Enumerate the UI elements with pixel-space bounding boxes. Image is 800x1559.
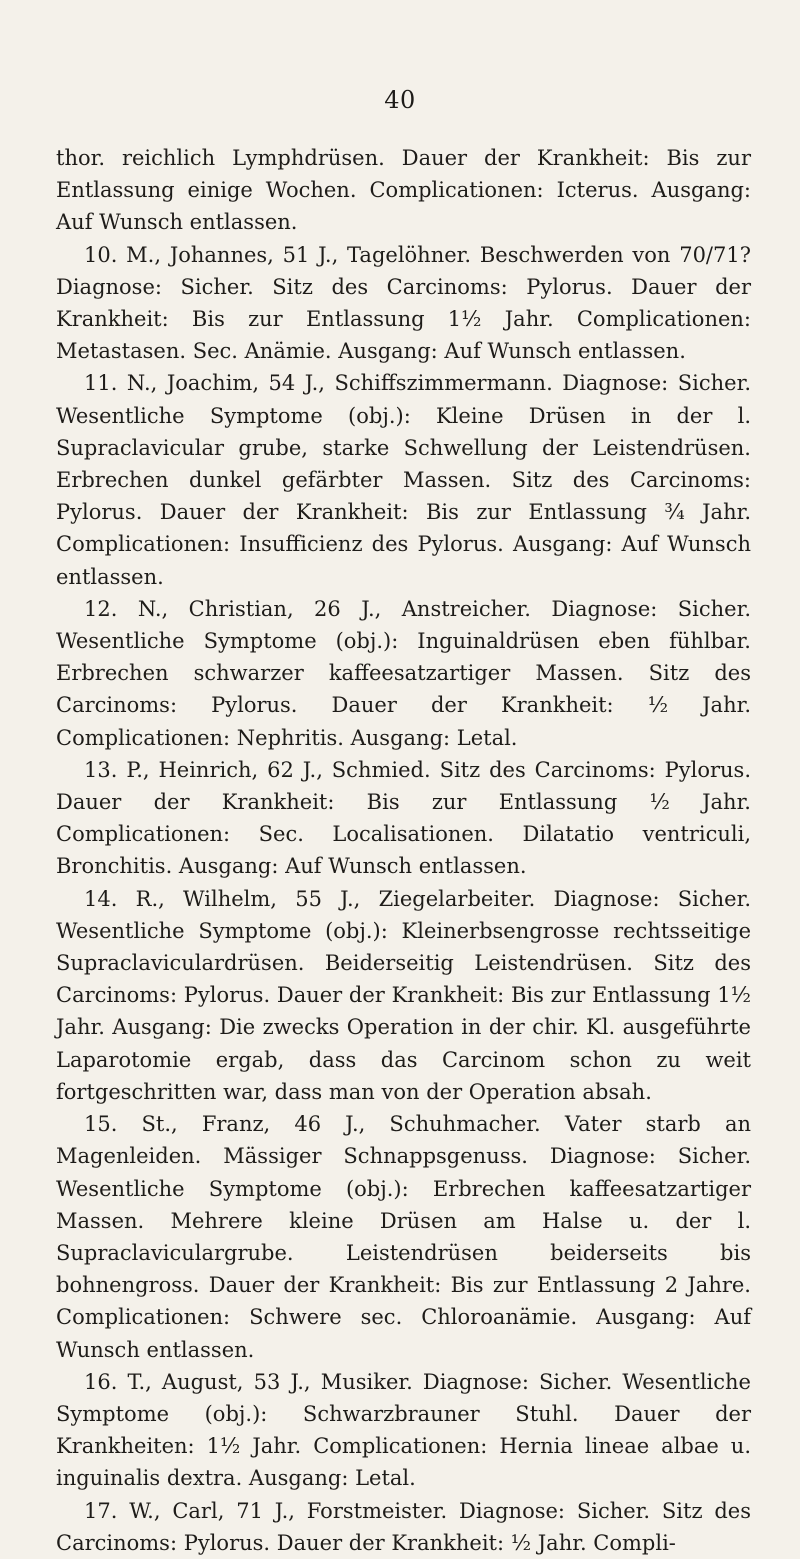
paragraph-continuation: thor. reichlich Lymphdrüsen. Dauer der Krankheit: Bis zur Entlassung einige Wochen. Complicationen: Icterus. Ausgang: Auf Wunsch entlassen.	[56, 146, 751, 235]
case-entry-14: 14. R., Wilhelm, 55 J., Ziegelarbeiter. Diagnose: Sicher. Wesentliche Symptome (obj.): Kleinerbsengrosse rechtsseitige Supraclaviculardrüsen. Beiderseitig Leistendrüsen. Sitz des Carcinoms: Pylorus. Dauer der Krankheit: Bis zur Entlassung 1½ Jahr. Ausgang: Die zwecks Operation in der chir. Kl. ausgeführte Laparotomie ergab, dass das Carcinom schon zu weit fortgeschritten war, dass man von der Operation absah.	[56, 886, 751, 1104]
case-entry-16: 16. T., August, 53 J., Musiker. Diagnose: Sicher. Wesentliche Symptome (obj.): Schwarzbrauner Stuhl. Dauer der Krankheiten: 1½ Jahr. Complicationen: Hernia lineae albae u. inguinalis dextra. Ausgang: Letal.	[56, 1369, 751, 1491]
case-entry-15: 15. St., Franz, 46 J., Schuhmacher. Vater starb an Magenleiden. Mässiger Schnappsgenuss. Diagnose: Sicher. Wesentliche Symptome (obj.): Erbrechen kaffeesatzartiger Massen. Mehrere kleine Drüsen am Halse u. der l. Supraclaviculargrube. Leistendrüsen beiderseits bis bohnengross. Dauer der Krankheit: Bis zur Entlassung 2 Jahre. Complicationen: Schwere sec. Chloroanämie. Ausgang: Auf Wunsch entlassen.	[56, 1112, 751, 1362]
body-text	[56, 142, 751, 1559]
page-number: 40	[384, 86, 416, 114]
case-entry-11: 11. N., Joachim, 54 J., Schiffszimmermann. Diagnose: Sicher. Wesentliche Symptome (obj.): Kleine Drüsen in der l. Supraclavicular grube, starke Schwellung der Leistendrüsen. Erbrechen dunkel gefärbter Massen. Sitz des Carcinoms: Pylorus. Dauer der Krankheit: Bis zur Entlassung ¾ Jahr. Complicationen: Insufficienz des Pylorus. Ausgang: Auf Wunsch entlassen.	[56, 371, 751, 589]
case-entry-13: 13. P., Heinrich, 62 J., Schmied. Sitz des Carcinoms: Pylorus. Dauer der Krankheit: Bis zur Entlassung ½ Jahr. Complicationen: Sec. Localisationen. Dilatatio ventriculi, Bronchitis. Ausgang: Auf Wunsch entlassen.	[56, 757, 751, 879]
case-entry-10: 10. M., Johannes, 51 J., Tagelöhner. Beschwerden von 70/71? Diagnose: Sicher. Sitz des Carcinoms: Pylorus. Dauer der Krankheit: Bis zur Entlassung 1½ Jahr. Complicationen: Metastasen. Sec. Anämie. Ausgang: Auf Wunsch entlassen.	[56, 242, 751, 364]
case-entry-12: 12. N., Christian, 26 J., Anstreicher. Diagnose: Sicher. Wesentliche Symptome (obj.): Inguinaldrüsen eben fühlbar. Erbrechen schwarzer kaffeesatzartiger Massen. Sitz des Carcinoms: Pylorus. Dauer der Krankheit: ½ Jahr. Complicationen: Nephritis. Ausgang: Letal.	[56, 596, 751, 750]
case-entry-17: 17. W., Carl, 71 J., Forstmeister. Diagnose: Sicher. Sitz des Carcinoms: Pylorus. Dauer der Krankheit: ½ Jahr. Compli-	[56, 1498, 751, 1555]
